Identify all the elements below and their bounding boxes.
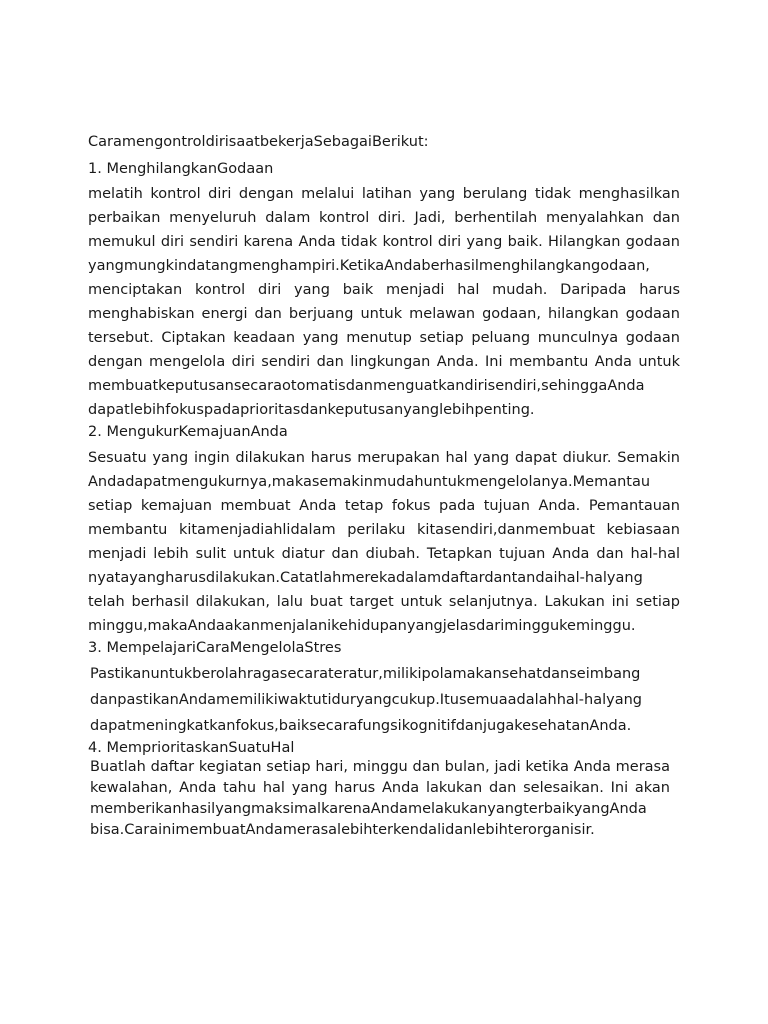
- paragraph-line: dengan mengelola diri sendiri dan lingkungan Anda. Ini membantu Anda untuk: [88, 354, 680, 370]
- section-heading-1: 1. MenghilangkanGodaan: [88, 161, 274, 177]
- paragraph-line: membantu kitamenjadiahlidalam perilaku kitasendiri,danmembuat kebiasaan: [88, 522, 680, 538]
- paragraph-line: telah berhasil dilakukan, lalu buat target untuk selanjutnya. Lakukan ini setiap: [88, 594, 680, 610]
- section-heading-4: 4. MemprioritaskanSuatuHal: [88, 740, 295, 756]
- paragraph-line: bisa.CarainimembuatAndamerasalebihterkendalidanlebihterorganisir.: [90, 822, 595, 838]
- paragraph-line: perbaikan menyeluruh dalam kontrol diri. Jadi, berhentilah menyalahkan dan: [88, 210, 680, 226]
- paragraph-line: Pastikanuntukberolahragasecarateratur,milikipolamakansehatdanseimbang: [90, 666, 641, 682]
- paragraph-line: memberikanhasilyangmaksimalkarenaAndamelakukanyangterbaikyangAnda: [90, 801, 647, 817]
- paragraph-line: Buatlah daftar kegiatan setiap hari, minggu dan bulan, jadi ketika Anda merasa: [90, 759, 670, 775]
- section-heading-3: 3. MempelajariCaraMengelolaStres: [88, 640, 342, 656]
- paragraph-line: melatih kontrol diri dengan melalui latihan yang berulang tidak menghasilkan: [88, 186, 680, 202]
- paragraph-line: membuatkeputusansecaraotomatisdanmenguatkandirisendiri,sehinggaAnda: [88, 378, 645, 394]
- paragraph-line: danpastikanAndamemilikiwaktutiduryangcukup.Itusemuaadalahhal-halyang: [90, 692, 643, 708]
- paragraph-line: yangmungkindatangmenghampiri.KetikaAndaberhasilmenghilangkangodaan,: [88, 258, 650, 274]
- section-heading-2: 2. MengukurKemajuanAnda: [88, 424, 288, 440]
- section-paragraph-1: [88, 182, 680, 422]
- paragraph-line: Sesuatu yang ingin dilakukan harus merupakan hal yang dapat diukur. Semakin: [88, 450, 680, 466]
- paragraph-line: setiap kemajuan membuat Anda tetap fokus pada tujuan Anda. Pemantauan: [88, 498, 680, 514]
- paragraph-line: menghabiskan energi dan berjuang untuk melawan godaan, hilangkan godaan: [88, 306, 680, 322]
- paragraph-line: nyatayangharusdilakukan.Catatlahmerekadalamdaftardantandaihal-halyang: [88, 570, 643, 586]
- paragraph-line: dapatmeningkatkanfokus,baiksecarafungsikognitifdanjugakesehatanAnda.: [90, 718, 632, 734]
- section-paragraph-4: [90, 757, 670, 841]
- section-paragraph-3: [90, 661, 682, 739]
- paragraph-line: dapatlebihfokuspadaprioritasdankeputusanyanglebihpenting.: [88, 402, 535, 418]
- paragraph-line: kewalahan, Anda tahu hal yang harus Anda lakukan dan selesaikan. Ini akan: [90, 780, 670, 796]
- paragraph-line: menjadi lebih sulit untuk diatur dan diubah. Tetapkan tujuan Anda dan hal-hal: [88, 546, 680, 562]
- paragraph-line: memukul diri sendiri karena Anda tidak kontrol diri yang baik. Hilangkan godaan: [88, 234, 680, 250]
- paragraph-line: tersebut. Ciptakan keadaan yang menutup setiap peluang munculnya godaan: [88, 330, 680, 346]
- paragraph-line: Andadapatmengukurnya,makasemakinmudahuntukmengelolanya.Memantau: [88, 474, 651, 490]
- paragraph-line: minggu,makaAndaakanmenjalanikehidupanyangjelasdariminggukeminggu.: [88, 618, 636, 634]
- paragraph-line: menciptakan kontrol diri yang baik menjadi hal mudah. Daripada harus: [88, 282, 680, 298]
- document-title: CaramengontroldirisaatbekerjaSebagaiBerikut:: [88, 134, 429, 150]
- section-paragraph-2: [88, 446, 680, 638]
